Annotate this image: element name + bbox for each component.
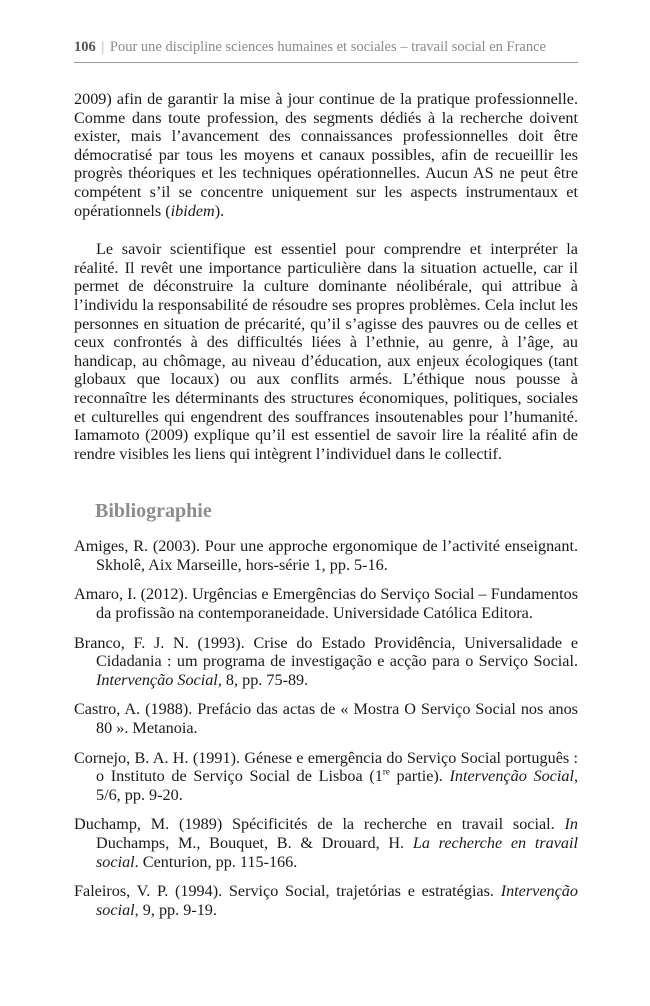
bibliography-entry (74, 815, 578, 871)
ref-text: partie). (389, 767, 450, 786)
ref-text: Amiges, R. (2003). Pour une approche ergonomique de l’activité enseignant. Skholê, Aix Marseille, hors-série 1, pp. 5-16. (74, 537, 578, 574)
bibliography-entry (74, 749, 578, 805)
running-header (74, 38, 578, 56)
ref-text: Castro, A. (1988). Prefácio das actas de « Mostra O Serviço Social nos anos 80 ». Metanoia. (74, 700, 578, 738)
ref-superscript: re (382, 766, 390, 777)
bibliography-list (74, 537, 578, 919)
paragraph: Le savoir scientifique est essentiel pour comprendre et interpréter la réalité. Il revêt une importance particulière dans la situation actuelle, car il permet de déconstruire la culture dominante néolibérale, qui attribue à l’individu la responsabilité de résoudre ses propres problèmes. Cela inclut les personnes en situation de précarité, qu’il s’agisse des pauvres ou de celles et ceux confrontés à des difficultés liées à l’ethnie, au genre, à l’âge, au handicap, au chômage, au niveau d’éducation, aux enjeux écologiques (tant globaux que locaux) ou aux conflits armés. L’éthique nous pousse à reconnaître les déterminants des structures économiques, politiques, sociales et culturelles qui engendrent des souffrances insoutenables pour l’humanité. Iamamoto (2009) explique qu’il est essentiel de savoir lire la réalité afin de rendre visibles les liens qui intègrent l’individuel dans le collectif. (74, 240, 578, 463)
paragraph-text: 2009) afin de garantir la mise à jour continue de la pratique professionnelle. Comme dans toute profession, des segments dédiés à la recherche doivent exister, mais l’avancement des connaissances professionnelles doit être démocratisé par tous les moyens et canaux possibles, afin de recueillir les progrès théoriques et les techniques opérationnelles. Aucun AS ne peut être compétent s’il se concentre uniquement sur les aspects instrumentaux et opérationnels ( (74, 90, 578, 220)
ref-text: , 5/6, pp. 9-20. (96, 767, 578, 804)
ref-text: , 8, pp. 75-89. (217, 670, 309, 689)
ref-text: Branco, F. J. N. (1993). Crise do Estado Providência, Universalidade e Cidadania : um programa de investigação e acção para o Serviço Social. (74, 633, 578, 671)
ref-italic: La recherche en travail social (96, 834, 578, 871)
page-number: 106 (74, 39, 96, 55)
ref-text: Cornejo, B. A. H. (1991). Génese e emergência do Serviço Social português : o Instituto de Serviço Social de Lisboa (1 (74, 748, 578, 786)
ref-text: . Centurion, pp. 115-166. (134, 852, 298, 871)
ref-italic: Intervenção Social (449, 767, 574, 786)
bibliography-entry (74, 634, 578, 690)
ref-text: Faleiros, V. P. (1994). Serviço Social, trajetórias e estratégias. (74, 882, 501, 901)
header-rule (74, 62, 578, 63)
bibliography-entry (74, 700, 578, 737)
ref-text: Amaro, I. (2012). Urgências e Emergências do Serviço Social – Fundamentos da profissão na contemporaneidade. Universidade Católica Editora. (74, 585, 578, 623)
page-body (74, 90, 578, 930)
ref-text: Duchamps, M., Bouquet, B. & Drouard, H. (96, 834, 413, 852)
paragraph-continued (74, 90, 578, 220)
bibliography-entry (74, 537, 578, 574)
paragraph-italic: ibidem (170, 201, 215, 220)
ref-italic: In (564, 815, 578, 834)
ref-italic: Intervenção Social (96, 670, 218, 689)
running-title: Pour une discipline sciences humaines et sociales – travail social en France (109, 39, 546, 55)
ref-italic: Intervenção social (96, 882, 578, 919)
bibliography-entry (74, 882, 578, 919)
bibliography-entry (74, 585, 578, 622)
section-heading: Bibliographie (95, 500, 212, 523)
ref-text: , 9, pp. 9-19. (134, 900, 217, 919)
header-separator: | (101, 39, 105, 55)
ref-text: Duchamp, M. (1989) Spécificités de la recherche en travail social. (74, 815, 565, 834)
paragraph-text: ). (214, 201, 225, 220)
